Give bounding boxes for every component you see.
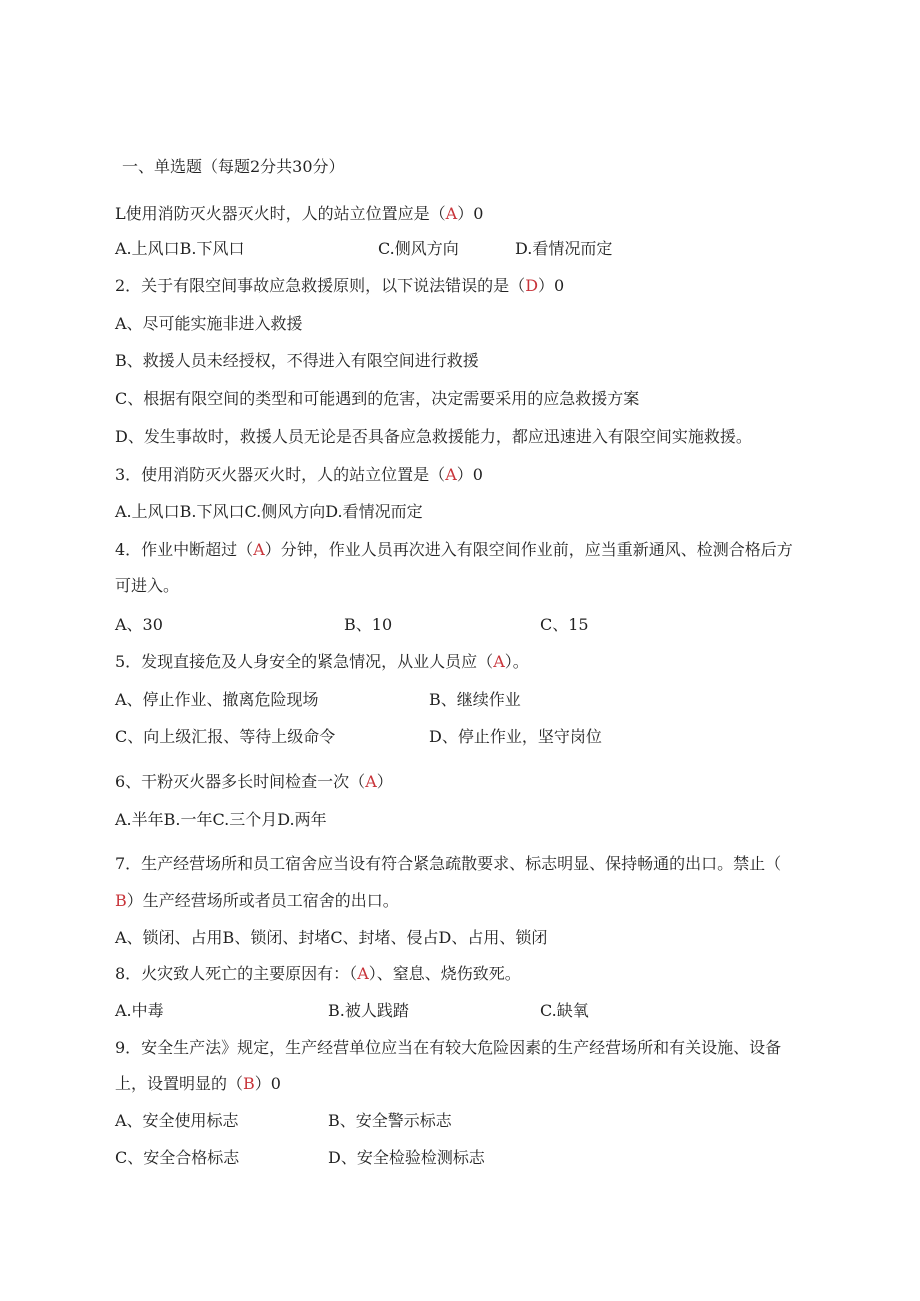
answer-mark: B [243,1074,255,1093]
answer-mark: A [493,652,505,671]
question-4-stem-cont: 可进入。 [115,576,180,595]
question-2-option-d: D、发生事故时，救援人员无论是否具备应急救援能力，都应迅速进入有限空间实施救援。 [115,427,752,446]
question-9-options-row1 [115,1110,835,1132]
option-a: A.中毒 [115,1001,164,1020]
question-5-options-row1 [115,689,835,711]
question-5-stem: 5．发现直接危及人身安全的紧急情况，从业人员应（A）。 [115,652,529,671]
question-6-options: A.半年B.一年C.三个月D.两年 [115,810,327,829]
question-9-stem-cont: 上，设置明显的（B）0 [115,1074,281,1093]
option-ab: A.上风口B.下风口 [115,239,245,258]
question-9-options-row2 [115,1147,835,1169]
question-3-stem: 3．使用消防灭火器灭火时，人的站立位置是（A）0 [115,465,483,484]
question-9-stem: 9．安全生产法》规定，生产经营单位应当在有较大危险因素的生产经营场所和有关设施、设备 [115,1038,782,1057]
section-title: 一、单选题（每题2分共30分） [122,157,345,176]
answer-mark: A [253,540,265,559]
answer-mark: B [115,891,127,910]
option-d: D、停止作业，坚守岗位 [429,727,602,746]
question-2-option-a: A、尽可能实施非进入救援 [115,314,303,333]
option-b: B.被人践踏 [328,1001,409,1020]
option-d: D、安全检验检测标志 [328,1148,485,1167]
question-2-option-b: B、救援人员未经授权，不得进入有限空间进行救援 [115,351,479,370]
question-8-options [115,1000,835,1022]
option-c: C.缺氧 [540,1001,589,1020]
question-2-stem: 2．关于有限空间事故应急救援原则，以下说法错误的是（D）0 [115,276,565,295]
question-2-option-c: C、根据有限空间的类型和可能遇到的危害，决定需要采用的应急救援方案 [115,389,640,408]
option-a: A、安全使用标志 [115,1111,239,1130]
question-7-stem-cont: B）生产经营场所或者员工宿舍的出口。 [115,891,399,910]
question-1-options [115,238,835,260]
question-7-stem: 7．生产经营场所和员工宿舍应当设有符合紧急疏散要求、标志明显、保持畅通的出口。禁止（ [115,854,782,873]
question-4-options [115,614,835,636]
option-d: D.看情况而定 [515,239,613,258]
answer-mark: A [357,964,369,983]
question-6-stem: 6、干粉灭火器多长时间检查一次（A） [115,772,393,791]
option-c: C、安全合格标志 [115,1148,240,1167]
option-c: C、15 [540,615,589,634]
question-4-stem: 4．作业中断超过（A）分钟，作业人员再次进入有限空间作业前，应当重新通风、检测合格后方 [115,540,793,559]
option-a: A、停止作业、撤离危险现场 [115,690,319,709]
option-a: A、30 [115,615,163,634]
answer-mark: A [445,465,457,484]
option-b: B、继续作业 [429,690,521,709]
answer-mark: D [525,276,539,295]
question-1-stem: L使用消防灭火器灭火时，人的站立位置应是（A）0 [115,204,484,223]
question-7-options: A、锁闭、占用B、锁闭、封堵C、封堵、侵占D、占用、锁闭 [115,928,548,947]
question-3-options: A.上风口B.下风口C.侧风方向D.看情况而定 [115,502,423,521]
option-c: C、向上级汇报、等待上级命令 [115,727,336,746]
option-c: C.侧风方向 [378,239,459,258]
question-8-stem: 8．火灾致人死亡的主要原因有：（A）、窒息、烧伤致死。 [115,964,521,983]
answer-mark: A [365,772,377,791]
question-5-options-row2 [115,726,835,748]
option-b: B、10 [344,615,393,634]
answer-mark: A [445,204,458,223]
option-b: B、安全警示标志 [328,1111,452,1130]
